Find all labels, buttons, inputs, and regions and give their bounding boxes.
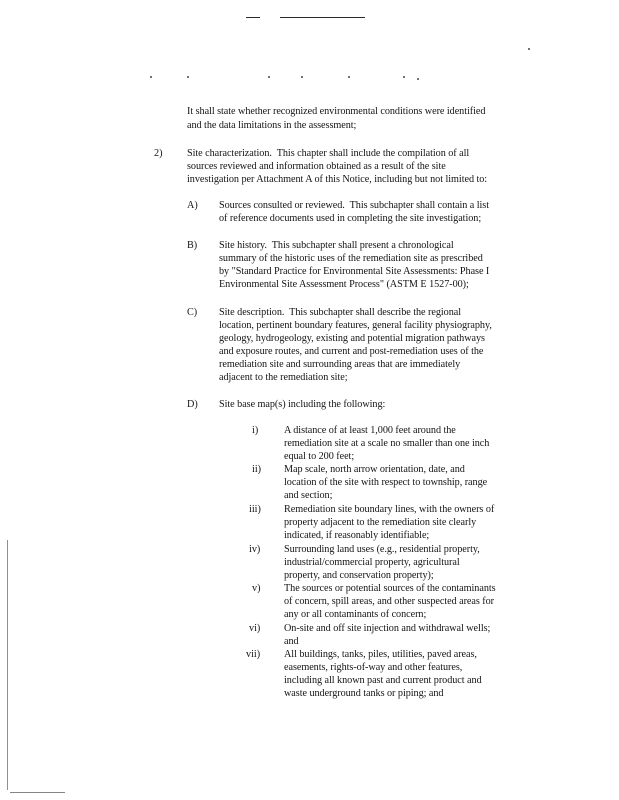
item-line: any or all contaminants of concern;: [284, 609, 427, 620]
item-line: Surrounding land uses (e.g., residential property,: [284, 544, 480, 555]
item-line: A distance of at least 1,000 feet around the: [284, 425, 456, 436]
header-rule-short: [246, 17, 260, 18]
scan-speck: [403, 76, 405, 78]
item-line: property adjacent to the remediation site clearly: [284, 517, 477, 528]
item-numeral: vi): [249, 623, 261, 634]
scan-speck: [187, 76, 189, 78]
item-numeral: iv): [249, 544, 261, 555]
subsection-line: Environmental Site Assessment Process" (ASTM E 1527-00);: [219, 279, 469, 290]
scan-speck: [528, 48, 530, 50]
scan-speck: [348, 76, 350, 78]
subsection-line: of reference documents used in completing the site investigation;: [219, 213, 482, 224]
item-line: easements, rights-of-way and other features,: [284, 662, 463, 673]
item-line: property, and conservation property);: [284, 570, 434, 581]
item-line: remediation site at a scale no smaller than one inch: [284, 438, 490, 449]
item-numeral: i): [252, 425, 259, 436]
item-line: All buildings, tanks, piles, utilities, paved areas,: [284, 649, 477, 660]
bottom-scan-edge: [10, 792, 65, 793]
section-line: Site characterization. This chapter shall include the compilation of all: [187, 148, 470, 159]
subsection-line: Site history. This subchapter shall present a chronological: [219, 240, 454, 251]
left-scan-edge: [7, 540, 8, 790]
item-line: Remediation site boundary lines, with the owners of: [284, 504, 495, 515]
item-line: of concern, spill areas, and other suspected areas for: [284, 596, 495, 607]
section-line: sources reviewed and information obtained as a result of the site: [187, 161, 446, 172]
item-line: including all known past and current product and: [284, 675, 482, 686]
subsection-line: Sources consulted or reviewed. This subchapter shall contain a list: [219, 200, 489, 211]
item-line: indicated, if reasonably identifiable;: [284, 530, 430, 541]
subsection-letter: A): [187, 200, 198, 211]
subsection-letter: D): [187, 399, 198, 410]
subsection-line: and exposure routes, and current and post-remediation uses of the: [219, 346, 484, 357]
subsection-letter: B): [187, 240, 198, 251]
item-numeral: ii): [252, 464, 262, 475]
item-line: waste underground tanks or piping; and: [284, 688, 444, 699]
section-number: 2): [154, 148, 163, 159]
intro-line: and the data limitations in the assessment;: [187, 120, 357, 131]
item-line: Map scale, north arrow orientation, date, and: [284, 464, 465, 475]
item-numeral: iii): [249, 504, 261, 515]
subsection-letter: C): [187, 307, 198, 318]
subsection-line: location, pertinent boundary features, general facility physiography,: [219, 320, 492, 331]
item-numeral: vii): [246, 649, 261, 660]
item-line: location of the site with respect to township, range: [284, 477, 488, 488]
subsection-line: geology, hydrogeology, existing and potential migration pathways: [219, 333, 485, 344]
item-line: equal to 200 feet;: [284, 451, 355, 462]
item-line: and: [284, 636, 299, 647]
intro-line: It shall state whether recognized environmental conditions were identified: [187, 106, 486, 117]
section-line: investigation per Attachment A of this Notice, including but not limited to:: [187, 174, 488, 185]
subsection-line: by "Standard Practice for Environmental Site Assessments: Phase I: [219, 266, 490, 277]
subsection-line: adjacent to the remediation site;: [219, 372, 348, 383]
item-line: The sources or potential sources of the contaminants: [284, 583, 496, 594]
scan-speck: [417, 78, 419, 80]
item-line: and section;: [284, 490, 333, 501]
header-rule: [280, 17, 365, 18]
scan-speck: [268, 76, 270, 78]
item-numeral: v): [252, 583, 261, 594]
subsection-line: Site description. This subchapter shall describe the regional: [219, 307, 461, 318]
item-line: On-site and off site injection and withdrawal wells;: [284, 623, 491, 634]
scan-speck: [150, 76, 152, 78]
scan-speck: [301, 76, 303, 78]
item-line: industrial/commercial property, agricultural: [284, 557, 460, 568]
subsection-line: Site base map(s) including the following:: [219, 399, 386, 410]
subsection-line: remediation site and surrounding areas that are immediately: [219, 359, 461, 370]
subsection-line: summary of the historic uses of the remediation site as prescribed: [219, 253, 483, 264]
